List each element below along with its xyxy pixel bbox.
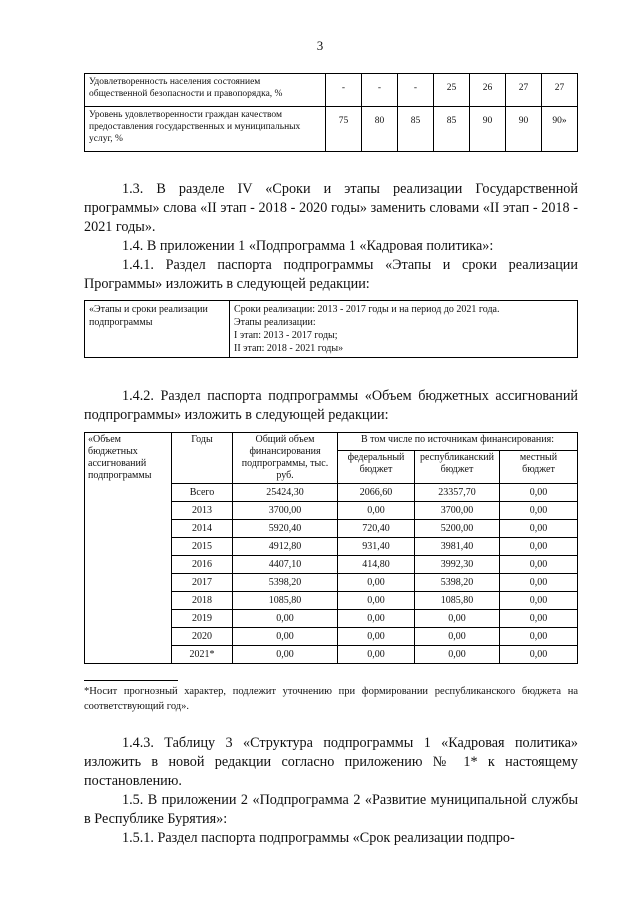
footnote-separator [84, 680, 178, 681]
budget-value: 1085,80 [415, 592, 500, 610]
budget-value: 414,80 [338, 556, 415, 574]
budget-year: 2016 [172, 556, 233, 574]
budget-value: 5920,40 [233, 520, 338, 538]
budget-year: Всего [172, 484, 233, 502]
paragraph-1-4-1: 1.4.1. Раздел паспорта подпрограммы «Этапы и сроки реализации Программы» изложить в следующей редакции: [84, 257, 578, 292]
indicators-table [84, 73, 578, 152]
budget-value: 0,00 [500, 628, 578, 646]
paragraph-1-4-3: 1.4.3. Таблицу 3 «Структура подпрограммы 1 «Кадровая политика» изложить в новой редакции согласно приложению № 1* к настоящему постановлению. [84, 735, 578, 789]
indicator-value: 85 [434, 107, 470, 152]
budget-value: 0,00 [500, 592, 578, 610]
budget-value: 0,00 [338, 502, 415, 520]
budget-year: 2014 [172, 520, 233, 538]
budget-value: 5200,00 [415, 520, 500, 538]
header-local: местный бюджет [500, 451, 578, 484]
header-total: Общий объем финансирования подпрограммы, тыс. руб. [233, 433, 338, 484]
budget-value: 3700,00 [233, 502, 338, 520]
budget-value: 0,00 [500, 646, 578, 664]
paragraph-1-4: 1.4. В приложении 1 «Подпрограмма 1 «Кадровая политика»: [122, 238, 494, 254]
budget-value: 0,00 [415, 646, 500, 664]
stages-line: Сроки реализации: 2013 - 2017 годы и на период до 2021 года. [234, 304, 500, 315]
budget-value: 23357,70 [415, 484, 500, 502]
budget-year: 2019 [172, 610, 233, 628]
budget-value: 3981,40 [415, 538, 500, 556]
header-years: Годы [172, 433, 233, 484]
budget-value: 5398,20 [415, 574, 500, 592]
budget-value: 0,00 [338, 610, 415, 628]
paragraph-1-5: 1.5. В приложении 2 «Подпрограмма 2 «Развитие муниципальной службы в Республике Бурятия»: [84, 792, 578, 827]
budget-value: 0,00 [500, 610, 578, 628]
budget-value: 0,00 [415, 610, 500, 628]
budget-value: 0,00 [233, 646, 338, 664]
budget-value: 3992,30 [415, 556, 500, 574]
indicator-value: 27 [506, 74, 542, 107]
paragraph-1-3: 1.3. В разделе IV «Сроки и этапы реализации Государственной программы» слова «II этап - 2018 - 2020 годы» заменить словами «II этап - 2018 - 2021 годы». [84, 181, 578, 235]
indicator-value: - [398, 74, 434, 107]
paragraph-1-5-1: 1.5.1. Раздел паспорта подпрограммы «Срок реализации подпро- [122, 830, 515, 846]
budget-value: 1085,80 [233, 592, 338, 610]
indicator-value: - [326, 74, 362, 107]
header-republic: республиканский бюджет [415, 451, 500, 484]
budget-year: 2017 [172, 574, 233, 592]
budget-year: 2020 [172, 628, 233, 646]
budget-year: 2015 [172, 538, 233, 556]
budget-value: 720,40 [338, 520, 415, 538]
budget-value: 0,00 [500, 556, 578, 574]
budget-value: 0,00 [233, 610, 338, 628]
indicator-value: 90 [506, 107, 542, 152]
stages-table [84, 300, 578, 358]
footnote: *Носит прогнозный характер, подлежит уточнению при формировании республиканского бюджета на соответствующий год». [84, 686, 578, 712]
budget-value: 0,00 [415, 628, 500, 646]
budget-value: 25424,30 [233, 484, 338, 502]
indicator-label: Удовлетворенность населения состоянием общественной безопасности и правопорядка, % [85, 74, 326, 107]
stages-line: Этапы реализации: [234, 317, 316, 328]
indicator-value: 90 [470, 107, 506, 152]
indicator-row [85, 74, 578, 107]
budget-value: 931,40 [338, 538, 415, 556]
stages-label: «Этапы и сроки реализации подпрограммы [85, 301, 230, 358]
indicator-value: 90» [542, 107, 578, 152]
indicator-value: 75 [326, 107, 362, 152]
budget-value: 0,00 [338, 574, 415, 592]
indicator-value: - [362, 74, 398, 107]
stages-content [230, 301, 578, 358]
indicator-label: Уровень удовлетворенности граждан качеством предоставления государственных и муниципальных услуг, % [85, 107, 326, 152]
indicator-value: 80 [362, 107, 398, 152]
indicator-value: 85 [398, 107, 434, 152]
budget-value: 0,00 [338, 592, 415, 610]
stages-line: II этап: 2018 - 2021 годы» [234, 343, 344, 354]
indicator-row [85, 107, 578, 152]
budget-row-label: «Объем бюджетных ассигнований подпрограммы [85, 433, 172, 664]
budget-value: 0,00 [500, 538, 578, 556]
header-sources: В том числе по источникам финансирования: [338, 433, 578, 451]
budget-year: 2021* [172, 646, 233, 664]
budget-table [84, 432, 578, 664]
budget-value: 2066,60 [338, 484, 415, 502]
budget-value: 5398,20 [233, 574, 338, 592]
budget-value: 4407,10 [233, 556, 338, 574]
budget-value: 0,00 [500, 520, 578, 538]
budget-value: 3700,00 [415, 502, 500, 520]
budget-year: 2018 [172, 592, 233, 610]
budget-value: 0,00 [338, 646, 415, 664]
indicator-value: 26 [470, 74, 506, 107]
budget-value: 0,00 [500, 502, 578, 520]
stages-line: I этап: 2013 - 2017 годы; [234, 330, 338, 341]
indicator-value: 25 [434, 74, 470, 107]
budget-value: 0,00 [233, 628, 338, 646]
header-federal: федеральный бюджет [338, 451, 415, 484]
page-number: 3 [316, 38, 324, 53]
indicator-value: 27 [542, 74, 578, 107]
budget-year: 2013 [172, 502, 233, 520]
budget-value: 0,00 [500, 574, 578, 592]
budget-value: 4912,80 [233, 538, 338, 556]
budget-value: 0,00 [338, 628, 415, 646]
budget-value: 0,00 [500, 484, 578, 502]
paragraph-1-4-2: 1.4.2. Раздел паспорта подпрограммы «Объем бюджетных ассигнований подпрограммы» изложить в следующей редакции: [84, 388, 578, 423]
